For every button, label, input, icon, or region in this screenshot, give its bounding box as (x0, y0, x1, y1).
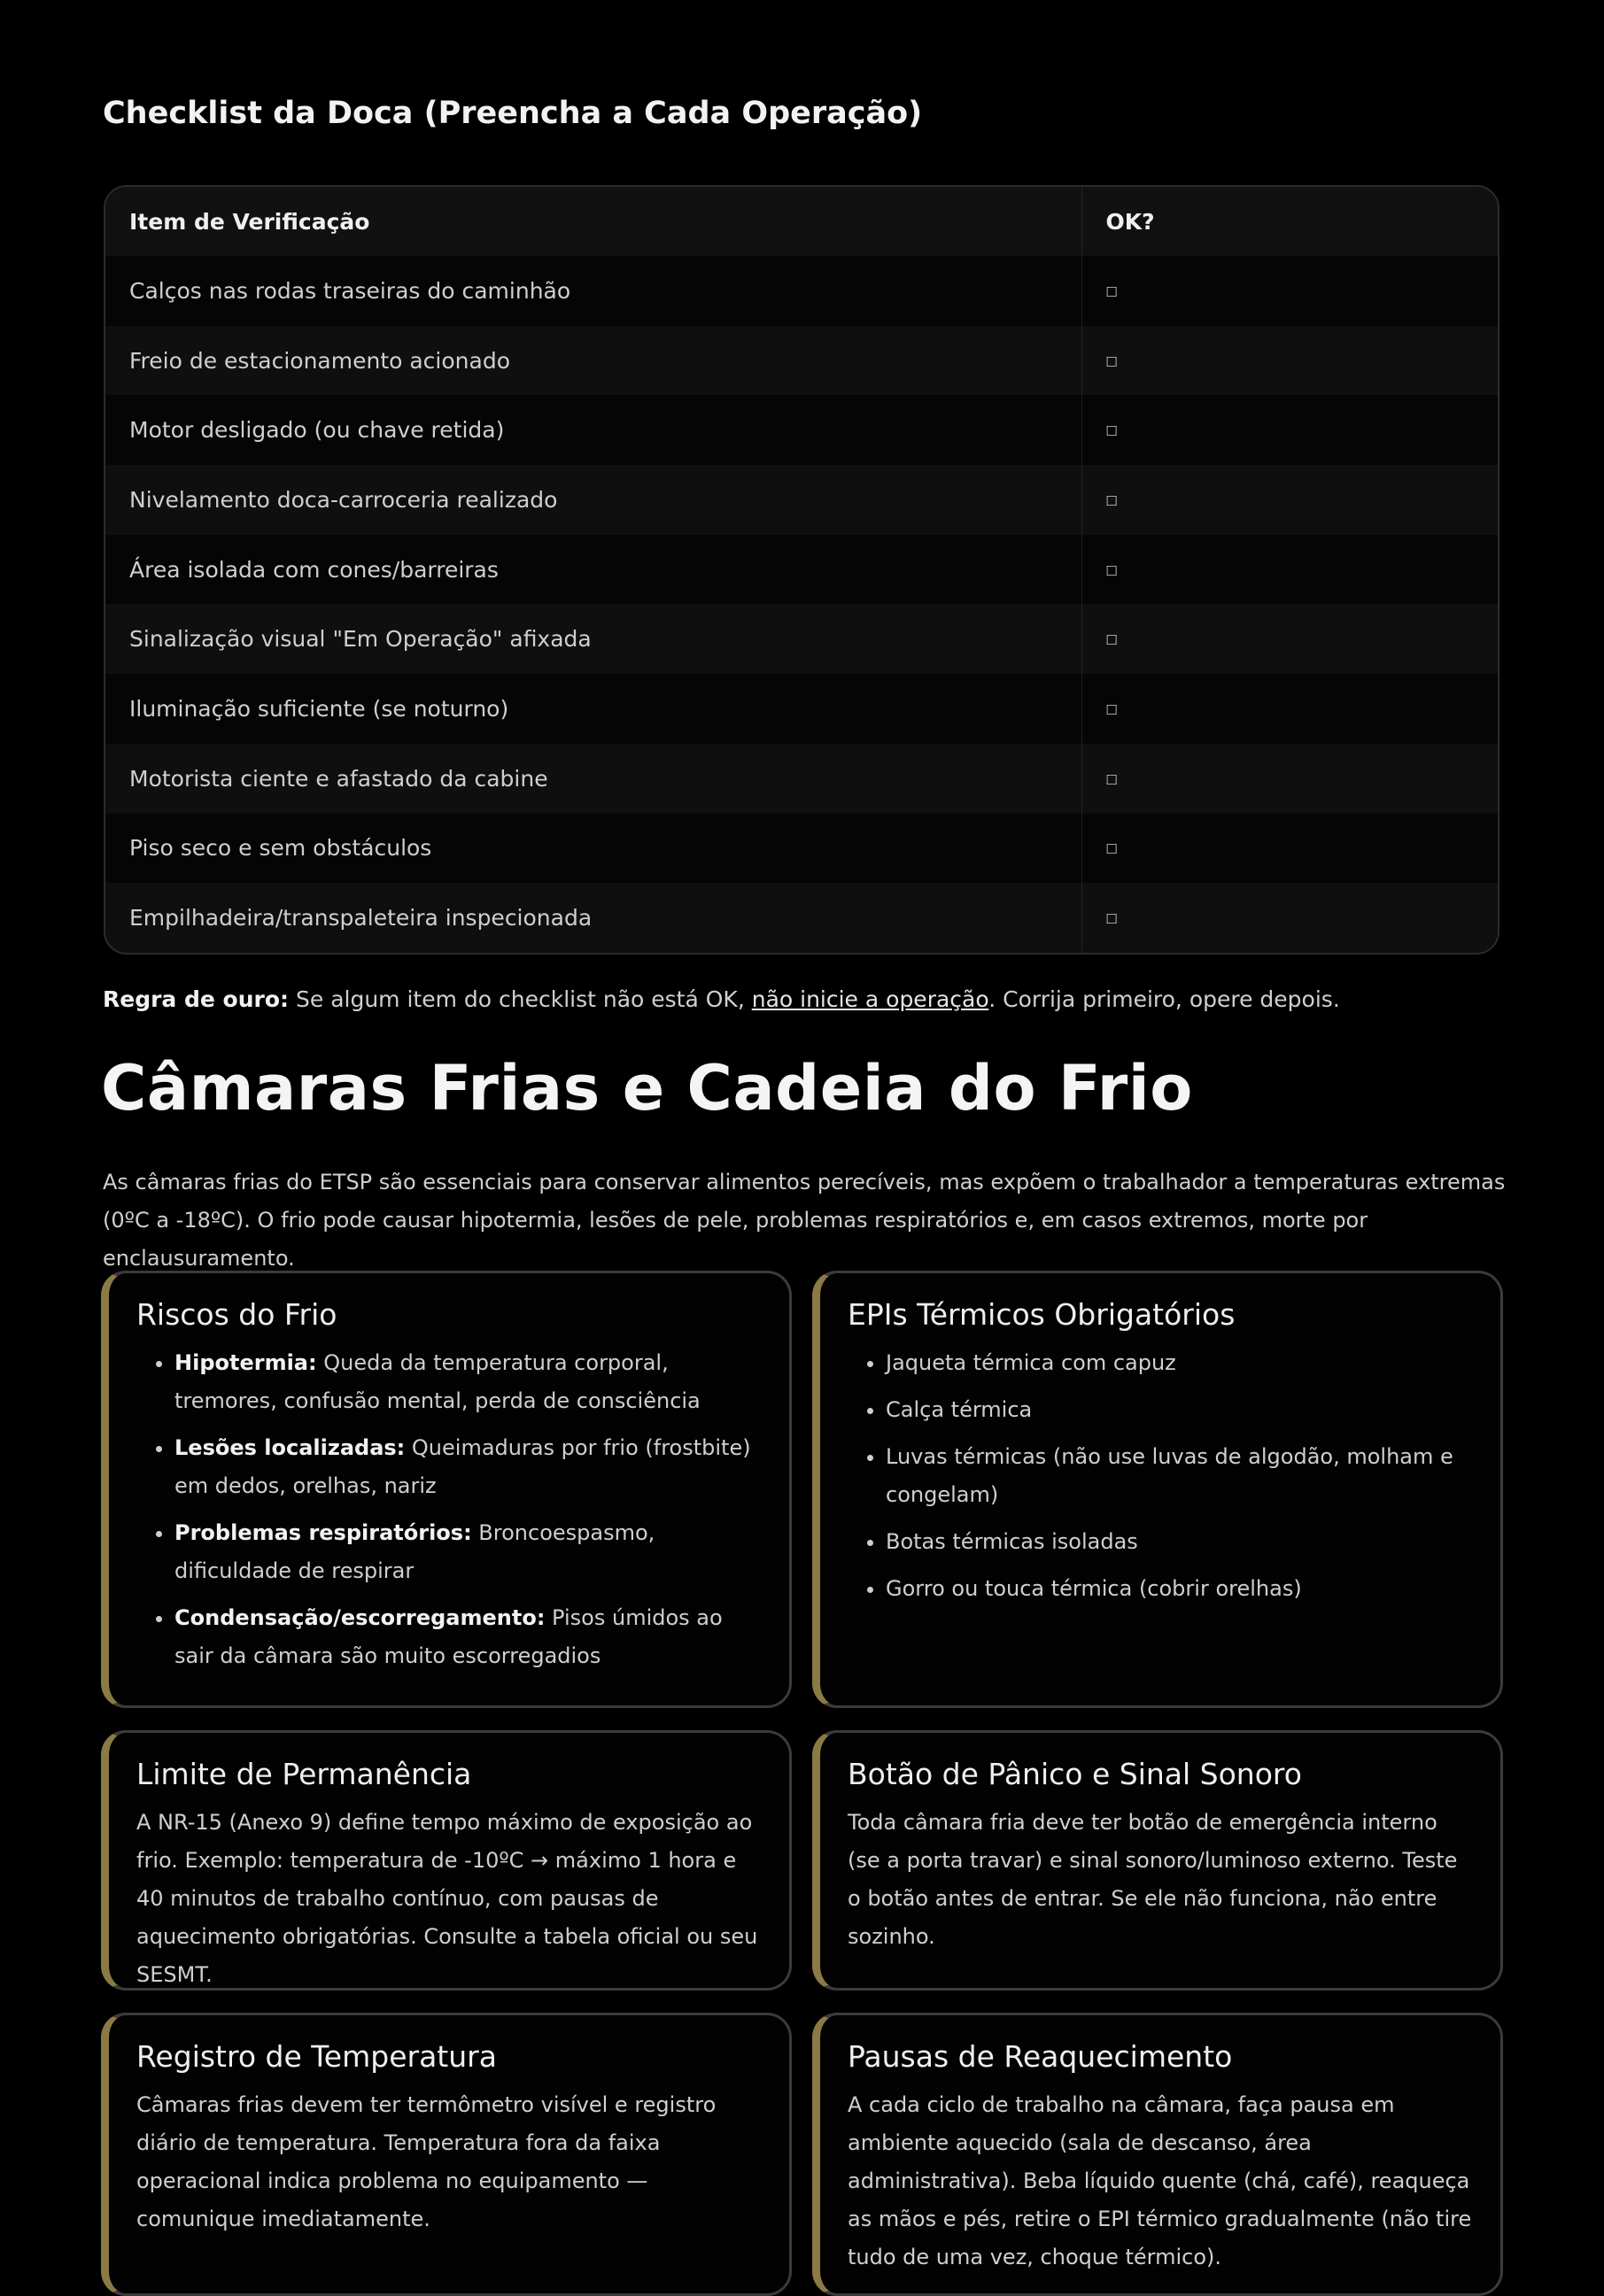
checkbox-icon[interactable]: ☐ (1081, 326, 1498, 396)
checkbox-icon[interactable]: ☐ (1081, 744, 1498, 814)
risk-label: Hipotermia: (174, 1350, 317, 1375)
list-item: • Calça térmica (886, 1391, 1474, 1429)
risk-text: Queda da temperatura corporal, tremores, confusão mental, perda de consciência (174, 1350, 701, 1413)
checklist-table (104, 185, 1499, 955)
golden-rule-emphasis: não inicie a operação (751, 986, 989, 1012)
checklist-title: Checklist da Doca (Preencha a Cada Operação) (103, 96, 923, 131)
list-item: • Luvas térmicas (não use luvas de algodão, molham e congelam) (886, 1438, 1474, 1514)
card-warmup-breaks (812, 2013, 1503, 2296)
checkbox-icon[interactable]: ☐ (1081, 395, 1498, 465)
check-item-label: Empilhadeira/transpaleteira inspecionada (105, 883, 1081, 953)
table-row (105, 604, 1498, 674)
checkbox-icon[interactable]: ☐ (1081, 814, 1498, 884)
card-title: Botão de Pânico e Sinal Sonoro (848, 1757, 1302, 1791)
check-item-label: Motor desligado (ou chave retida) (105, 395, 1081, 465)
check-item-label: Piso seco e sem obstáculos (105, 814, 1081, 884)
list-item: • Botas térmicas isoladas (886, 1523, 1474, 1561)
check-item-label: Sinalização visual "Em Operação" afixada (105, 604, 1081, 674)
table-row (105, 744, 1498, 814)
table-row (105, 256, 1498, 326)
table-row (105, 395, 1498, 465)
card-title: Riscos do Frio (136, 1297, 337, 1332)
column-header-item: Item de Verificação (105, 187, 1081, 256)
card-title: Limite de Permanência (136, 1757, 472, 1791)
risk-text: Queimaduras por frio (frostbite) em dedos, orelhas, nariz (174, 1435, 751, 1498)
risk-text: Broncoespasmo, dificuldade de respirar (174, 1520, 655, 1583)
card-text: Toda câmara fria deve ter botão de emergência interno (se a porta travar) e sinal sonoro/luminoso externo. Teste o botão antes de entrar. Se ele não funciona, não entre sozinho. (848, 1810, 1458, 1949)
list-item (174, 1599, 763, 1675)
list-item (174, 1514, 763, 1590)
card-text: A cada ciclo de trabalho na câmara, faça pausa em ambiente aquecido (sala de descanso, área administrativa). Beba líquido quente (chá, café), reaqueça as mãos e pés, retire o EPI térmico gradualmente (não tire tudo de uma vez, choque térmico). (848, 2092, 1472, 2269)
card-title: Pausas de Reaquecimento (848, 2039, 1233, 2074)
checkbox-icon[interactable]: ☐ (1081, 535, 1498, 605)
ppe-list (848, 1344, 1474, 1608)
risk-text: Pisos úmidos ao sair da câmara são muito escorregadios (174, 1605, 723, 1668)
card-temperature-log (101, 2013, 792, 2296)
risk-label: Problemas respiratórios: (174, 1520, 472, 1545)
golden-rule-text-before: Se algum item do checklist não está OK, (289, 986, 752, 1012)
table-row (105, 465, 1498, 535)
golden-rule-text-after: . Corrija primeiro, opere depois. (988, 986, 1340, 1012)
list-item (174, 1344, 763, 1420)
card-text: A NR-15 (Anexo 9) define tempo máximo de exposição ao frio. Exemplo: temperatura de -10ºC → máximo 1 hora e 40 minutos de trabalho contínuo, com pausas de aquecimento obrigatórias. Consulte a tabela oficial ou seu SESMT. (136, 1810, 758, 1987)
checkbox-icon[interactable]: ☐ (1081, 256, 1498, 326)
table-row (105, 326, 1498, 396)
risk-list (136, 1344, 763, 1675)
table-row (105, 814, 1498, 884)
section-title: Câmaras Frias e Cadeia do Frio (101, 1052, 1193, 1125)
check-item-label: Nivelamento doca-carroceria realizado (105, 465, 1081, 535)
list-item: • Jaqueta térmica com capuz (886, 1344, 1474, 1382)
checkbox-icon[interactable]: ☐ (1081, 465, 1498, 535)
check-item-label: Motorista ciente e afastado da cabine (105, 744, 1081, 814)
checkbox-icon[interactable]: ☐ (1081, 883, 1498, 953)
check-item-label: Calços nas rodas traseiras do caminhão (105, 256, 1081, 326)
card-thermal-ppe (812, 1271, 1503, 1708)
check-item-label: Iluminação suficiente (se noturno) (105, 674, 1081, 744)
section-intro: As câmaras frias do ETSP são essenciais para conservar alimentos perecíveis, mas expõem o trabalhador a temperaturas extremas (0ºC a -18ºC). O frio pode causar hipotermia, lesões de pele, problemas respiratórios e, em casos extremos, morte por enclausuramento. (103, 1170, 1506, 1271)
table-row (105, 674, 1498, 744)
check-item-label: Freio de estacionamento acionado (105, 326, 1081, 396)
check-item-label: Área isolada com cones/barreiras (105, 535, 1081, 605)
checkbox-icon[interactable]: ☐ (1081, 674, 1498, 744)
risk-label: Lesões localizadas: (174, 1435, 406, 1460)
golden-rule-label: Regra de ouro: (103, 986, 290, 1012)
card-panic-button (812, 1730, 1503, 1991)
card-text: Câmaras frias devem ter termômetro visível e registro diário de temperatura. Temperatura fora da faixa operacional indica problema no equipamento — comunique imediatamente. (136, 2092, 717, 2231)
table-header-row (105, 187, 1498, 256)
card-title: Registro de Temperatura (136, 2039, 497, 2074)
table-row (105, 883, 1498, 953)
golden-rule (103, 986, 1340, 1012)
list-item (174, 1429, 763, 1505)
column-header-ok: OK? (1081, 187, 1498, 256)
card-title: EPIs Térmicos Obrigatórios (848, 1297, 1236, 1332)
table-row (105, 535, 1498, 605)
list-item: • Gorro ou touca térmica (cobrir orelhas) (886, 1570, 1474, 1608)
card-exposure-limit (101, 1730, 792, 1991)
checkbox-icon[interactable]: ☐ (1081, 604, 1498, 674)
risk-label: Condensação/escorregamento: (174, 1605, 546, 1630)
card-cold-risks (101, 1271, 792, 1708)
